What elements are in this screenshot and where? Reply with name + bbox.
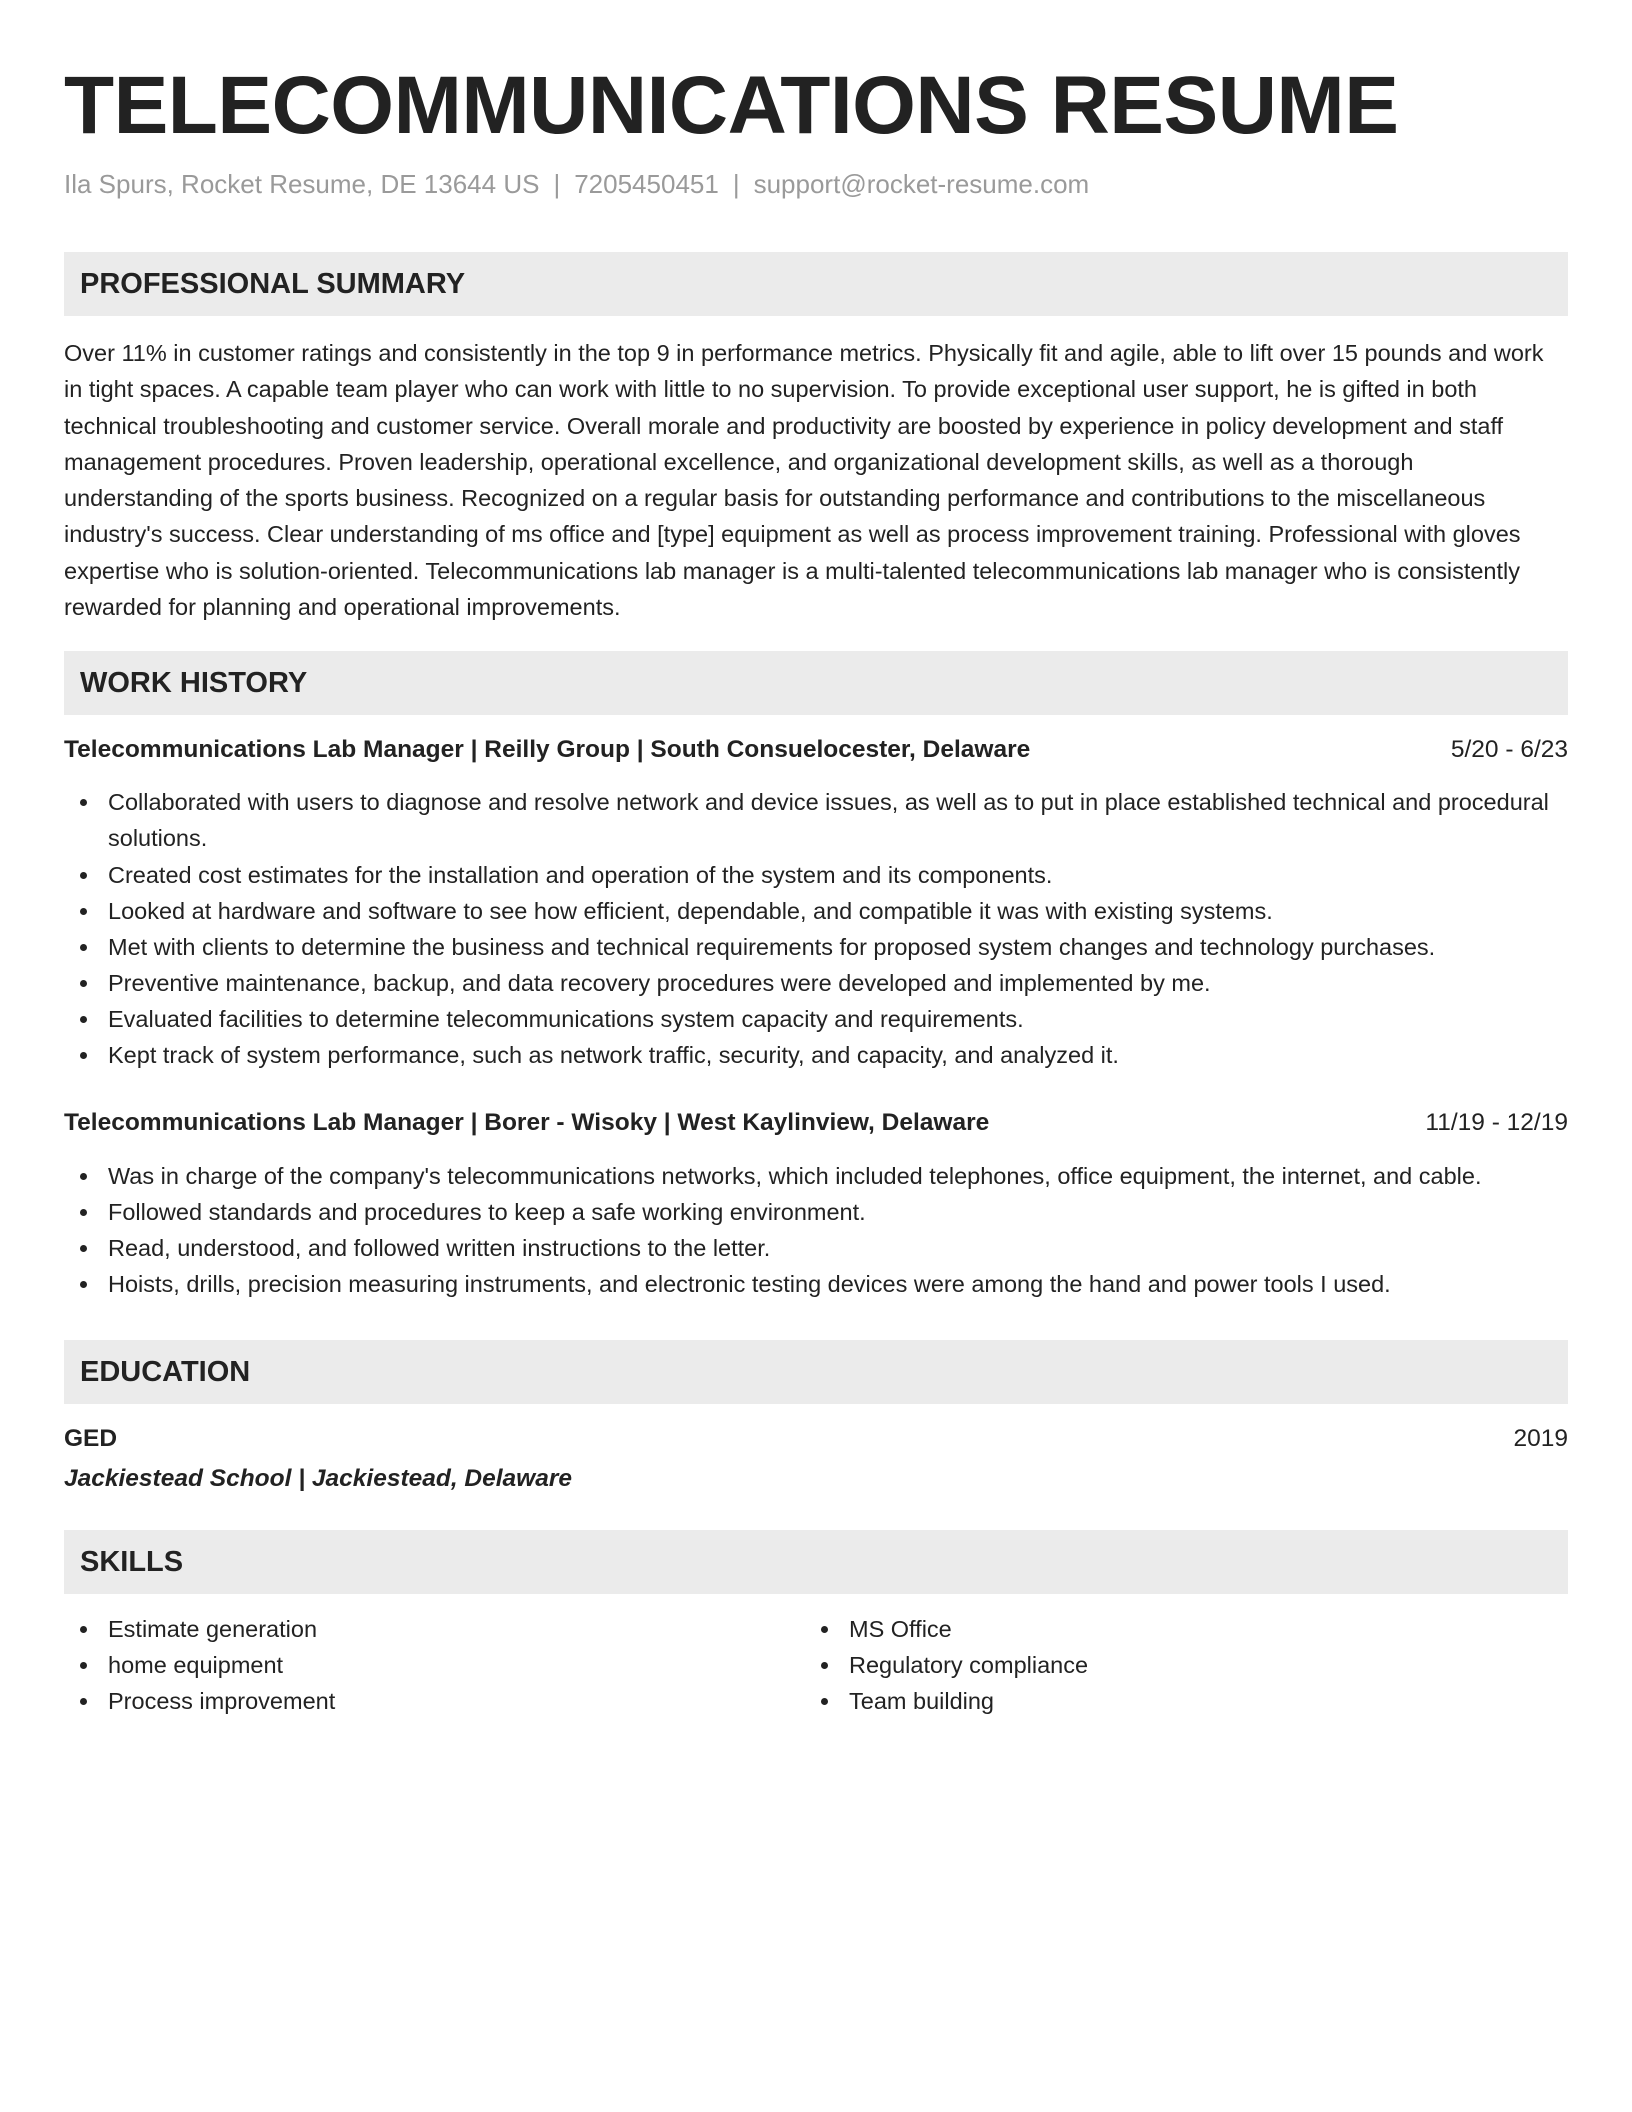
- list-item: Looked at hardware and software to see how efficient, dependable, and compatible it was with existing systems.: [64, 893, 1568, 929]
- list-item: Created cost estimates for the installation and operation of the system and its components.: [64, 857, 1568, 893]
- education-school: Jackiestead School | Jackiestead, Delaware: [64, 1465, 573, 1492]
- summary-text: Over 11% in customer ratings and consistently in the top 9 in performance metrics. Physically fit and agile, able to lift over 15 pounds and work in tight spaces. A capable team player who can work with little to no supervision. To provide exceptional user support, he is gifted in both technical troubleshooting and customer service. Overall morale and productivity are boosted by experience in policy development and staff management procedures. Proven leadership, operational excellence, and organizational development skills, as well as a thorough understanding of the sports business. Recognized on a regular basis for outstanding performance and contributions to the miscellaneous industry's success. Clear understanding of ms office and [type] equipment as well as process improvement training. Professional with gloves expertise who is solution-oriented. Telecommunications lab manager is a multi-talented telecommunications lab manager who is consistently rewarded for planning and operational improvements.: [64, 340, 1544, 621]
- contact-separator: |: [732, 169, 740, 199]
- skill-item: Regulatory compliance: [805, 1647, 1632, 1683]
- job-header: [64, 1105, 1568, 1141]
- job-title: Telecommunications Lab Manager | Borer - Wisoky | West Kaylinview, Delaware: [64, 1109, 990, 1136]
- contact-phone: 7205450451: [574, 169, 719, 199]
- list-item: Met with clients to determine the business and technical requirements for proposed system changes and technology purchases.: [64, 929, 1568, 965]
- skill-item: Estimate generation: [64, 1611, 1568, 1647]
- list-item: Was in charge of the company's telecommunications networks, which included telephones, office equipment, the internet, and cable.: [64, 1158, 1568, 1194]
- skill-item: home equipment: [64, 1647, 1568, 1683]
- contact-email: support@rocket-resume.com: [753, 169, 1090, 199]
- contact-separator: |: [553, 169, 561, 199]
- list-item: Evaluated facilities to determine telecommunications system capacity and requirements.: [64, 1001, 1568, 1037]
- list-item: Collaborated with users to diagnose and resolve network and device issues, as well as to put in place established technical and procedural solutions.: [64, 784, 1568, 856]
- skills-list-right: [805, 1611, 1632, 1719]
- skill-item: Process improvement: [64, 1683, 1568, 1719]
- list-item: Kept track of system performance, such as network traffic, security, and capacity, and analyzed it.: [64, 1037, 1568, 1073]
- job-title: Telecommunications Lab Manager | Reilly Group | South Consuelocester, Delaware: [64, 736, 1031, 763]
- education-degree: GED: [64, 1425, 118, 1452]
- skill-item: MS Office: [805, 1611, 1632, 1647]
- list-item: Read, understood, and followed written instructions to the letter.: [64, 1230, 1568, 1266]
- list-item: Preventive maintenance, backup, and data recovery procedures were developed and implemented by me.: [64, 965, 1568, 1001]
- job-bullet-list: [64, 784, 1568, 1073]
- job-header: [64, 732, 1568, 768]
- contact-line: [64, 166, 1089, 202]
- list-item: Followed standards and procedures to keep a safe working environment.: [64, 1194, 1568, 1230]
- section-heading-work-history: WORK HISTORY: [64, 651, 1568, 715]
- job-dates: 11/19 - 12/19: [1425, 1109, 1568, 1136]
- job-dates: 5/20 - 6/23: [1450, 736, 1568, 763]
- contact-address: Ila Spurs, Rocket Resume, DE 13644 US: [64, 169, 540, 199]
- list-item: Hoists, drills, precision measuring instruments, and electronic testing devices were among the hand and power tools I used.: [64, 1266, 1568, 1302]
- section-heading-summary: PROFESSIONAL SUMMARY: [64, 252, 1568, 316]
- job-bullet-list: [64, 1158, 1568, 1302]
- resume-title: TELECOMMUNICATIONS RESUME: [64, 60, 1399, 151]
- section-heading-skills: SKILLS: [64, 1530, 1568, 1594]
- education-row: [64, 1421, 1568, 1457]
- skill-item: Team building: [805, 1683, 1632, 1719]
- education-year: 2019: [1513, 1425, 1568, 1452]
- section-heading-education: EDUCATION: [64, 1340, 1568, 1404]
